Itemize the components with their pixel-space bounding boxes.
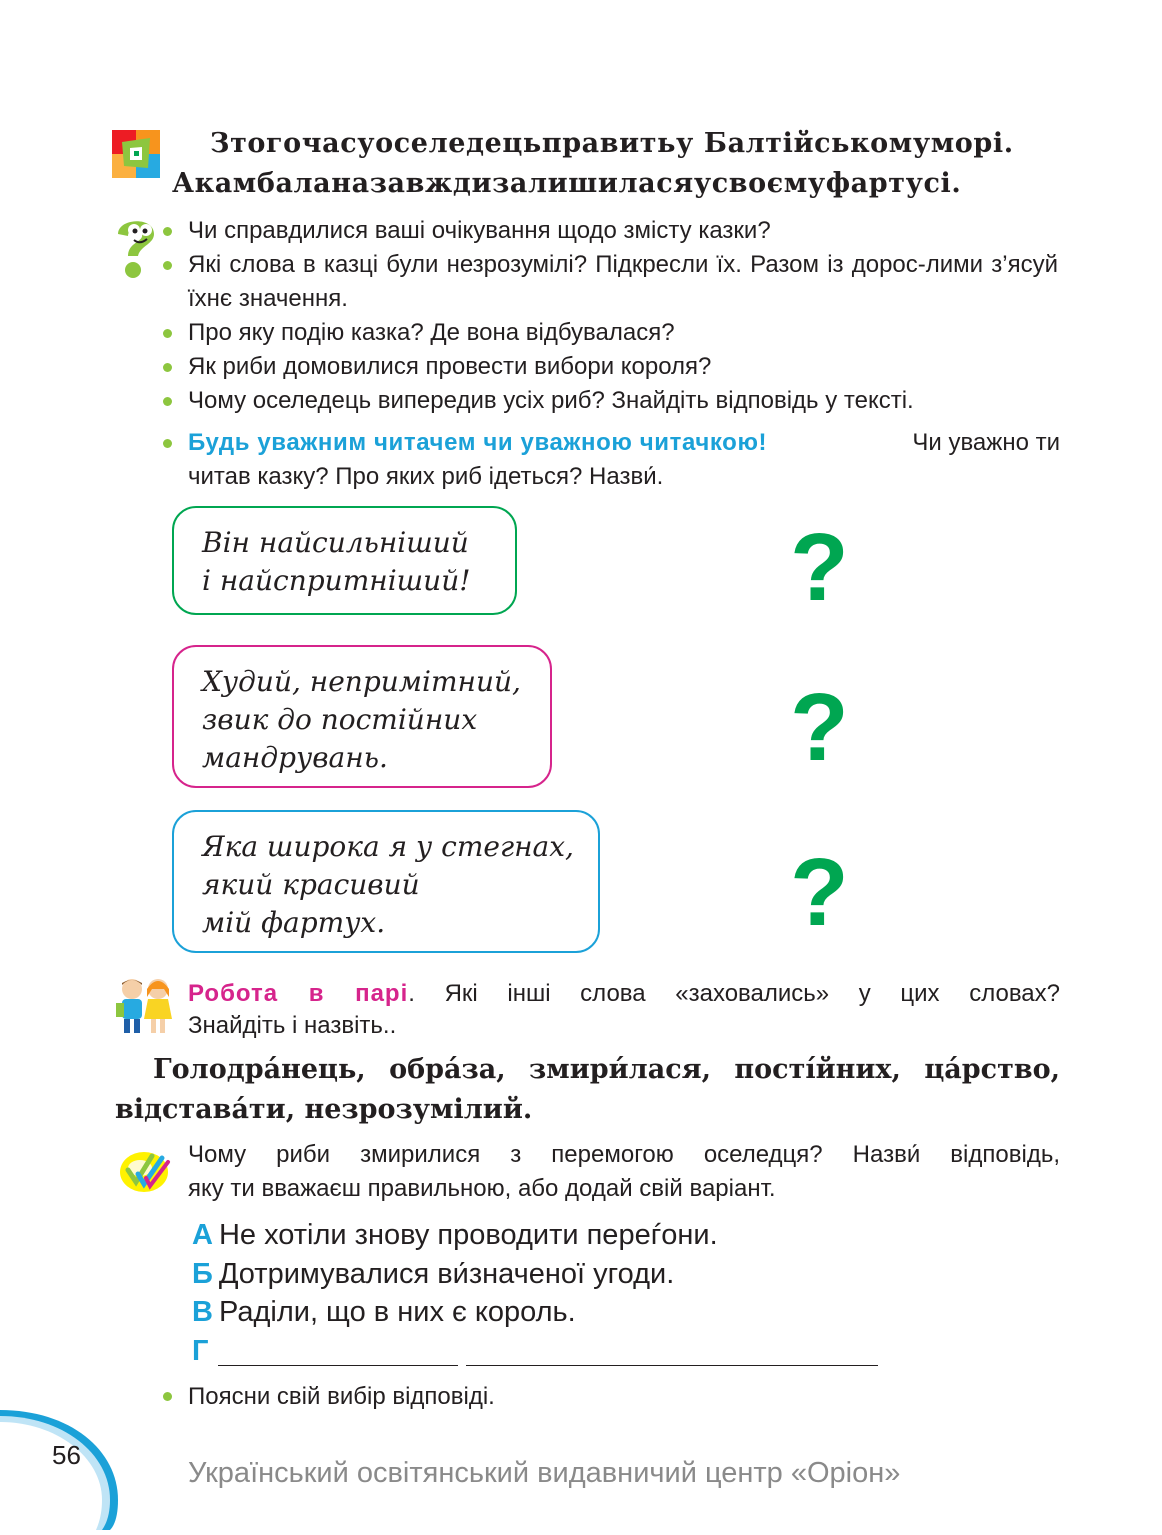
- answer-blank-line-2[interactable]: [466, 1365, 878, 1366]
- riddle-box-2: Худий, непримітний, звик до постійних мандрувань.: [172, 645, 552, 788]
- attentive-highlight: Будь уважним читачем чи уважною читачкою!: [188, 429, 768, 456]
- option-letter: Б: [192, 1258, 213, 1290]
- test-question: [188, 1138, 1060, 1206]
- attentive-text: Чи уважно ти: [912, 429, 1060, 456]
- pair-work-icon: [112, 977, 178, 1035]
- attentive-line-1: [188, 426, 1060, 460]
- test-check-icon: [118, 1148, 172, 1194]
- explain-prompt: Поясни свій вибір відповіді.: [188, 1383, 495, 1410]
- question-list: [160, 214, 1060, 418]
- answer-blank-line-1[interactable]: [218, 1365, 458, 1366]
- list-item: Чому оселедець випередив усіх риб? Знайдіть відповідь у тексті.: [160, 384, 1060, 418]
- option-b[interactable]: [192, 1255, 674, 1293]
- option-text: Раділи, що в них є король.: [218, 1296, 576, 1328]
- option-text: Не хотіли знову проводити переѓони.: [218, 1219, 718, 1251]
- story-line-2: Акамбаланазавждизалишиласяусвоємуфартусі.: [172, 168, 962, 199]
- test-question-line-1: Чому риби змирилися з перемогою оселедця? Назви́ відповідь,: [188, 1141, 1060, 1168]
- riddle-box-1: Він найсильніший і найспритніший!: [172, 506, 517, 615]
- option-d[interactable]: [192, 1332, 214, 1370]
- attentive-line-2: читав казку? Про яких риб ідеться? Назви́.: [188, 463, 664, 490]
- reading-section-icon: [112, 130, 160, 178]
- pair-work-line-2: Знайдіть і назвіть..: [188, 1012, 397, 1039]
- story-line-1: Зтогочасуоселедецьправитьу Балтійськомуморі.: [210, 128, 1014, 159]
- bullet: [163, 439, 172, 448]
- pair-work-line-1: [188, 978, 1060, 1010]
- publisher-footer: Український освітянський видавничий центр «Оріон»: [188, 1457, 901, 1489]
- pair-work-text: . Які інші слова «заховались» у цих словах?: [408, 980, 1060, 1007]
- list-item: Як риби домовилися провести вибори короля?: [160, 350, 1060, 384]
- option-text: Дотримувалися ви́значеної угоди.: [218, 1258, 675, 1290]
- answer-question-mark-3: ?: [790, 839, 849, 946]
- attentive-reader-prompt: [188, 426, 1060, 494]
- word-list: [115, 1050, 1060, 1130]
- word-list-line-2: відстава́ти, незрозумілий.: [115, 1094, 533, 1125]
- test-question-line-2: яку ти вважаєш правильною, або додай свій варіант.: [188, 1175, 776, 1202]
- bullet: [163, 1392, 172, 1401]
- pair-work-label: Робота в парі: [188, 980, 409, 1007]
- answer-question-mark-2: ?: [790, 674, 849, 781]
- list-item: Чи справдилися ваші очікування щодо змісту казки?: [160, 214, 1060, 248]
- option-c[interactable]: [192, 1293, 576, 1331]
- list-item: Про яку подію казка? Де вона відбувалася?: [160, 316, 1060, 350]
- question-character-icon: [110, 212, 162, 280]
- word-list-line-1: Голодра́нець, обра́за, змири́лася, пості́йних, ца́рство,: [153, 1054, 1060, 1085]
- list-item: Які слова в казці були незрозумілі? Підкресли їх. Разом із дорос-лими з’ясуй їхнє значення.: [160, 248, 1058, 316]
- page-number: 56: [52, 1440, 81, 1470]
- pair-work-prompt: [188, 978, 1060, 1042]
- option-letter: Г: [192, 1335, 209, 1367]
- option-a[interactable]: [192, 1216, 718, 1254]
- option-letter: В: [192, 1296, 213, 1328]
- option-letter: А: [192, 1219, 213, 1251]
- riddle-box-3: Яка широка я у стегнах, який красивий мій фартух.: [172, 810, 600, 953]
- answer-question-mark-1: ?: [790, 514, 849, 621]
